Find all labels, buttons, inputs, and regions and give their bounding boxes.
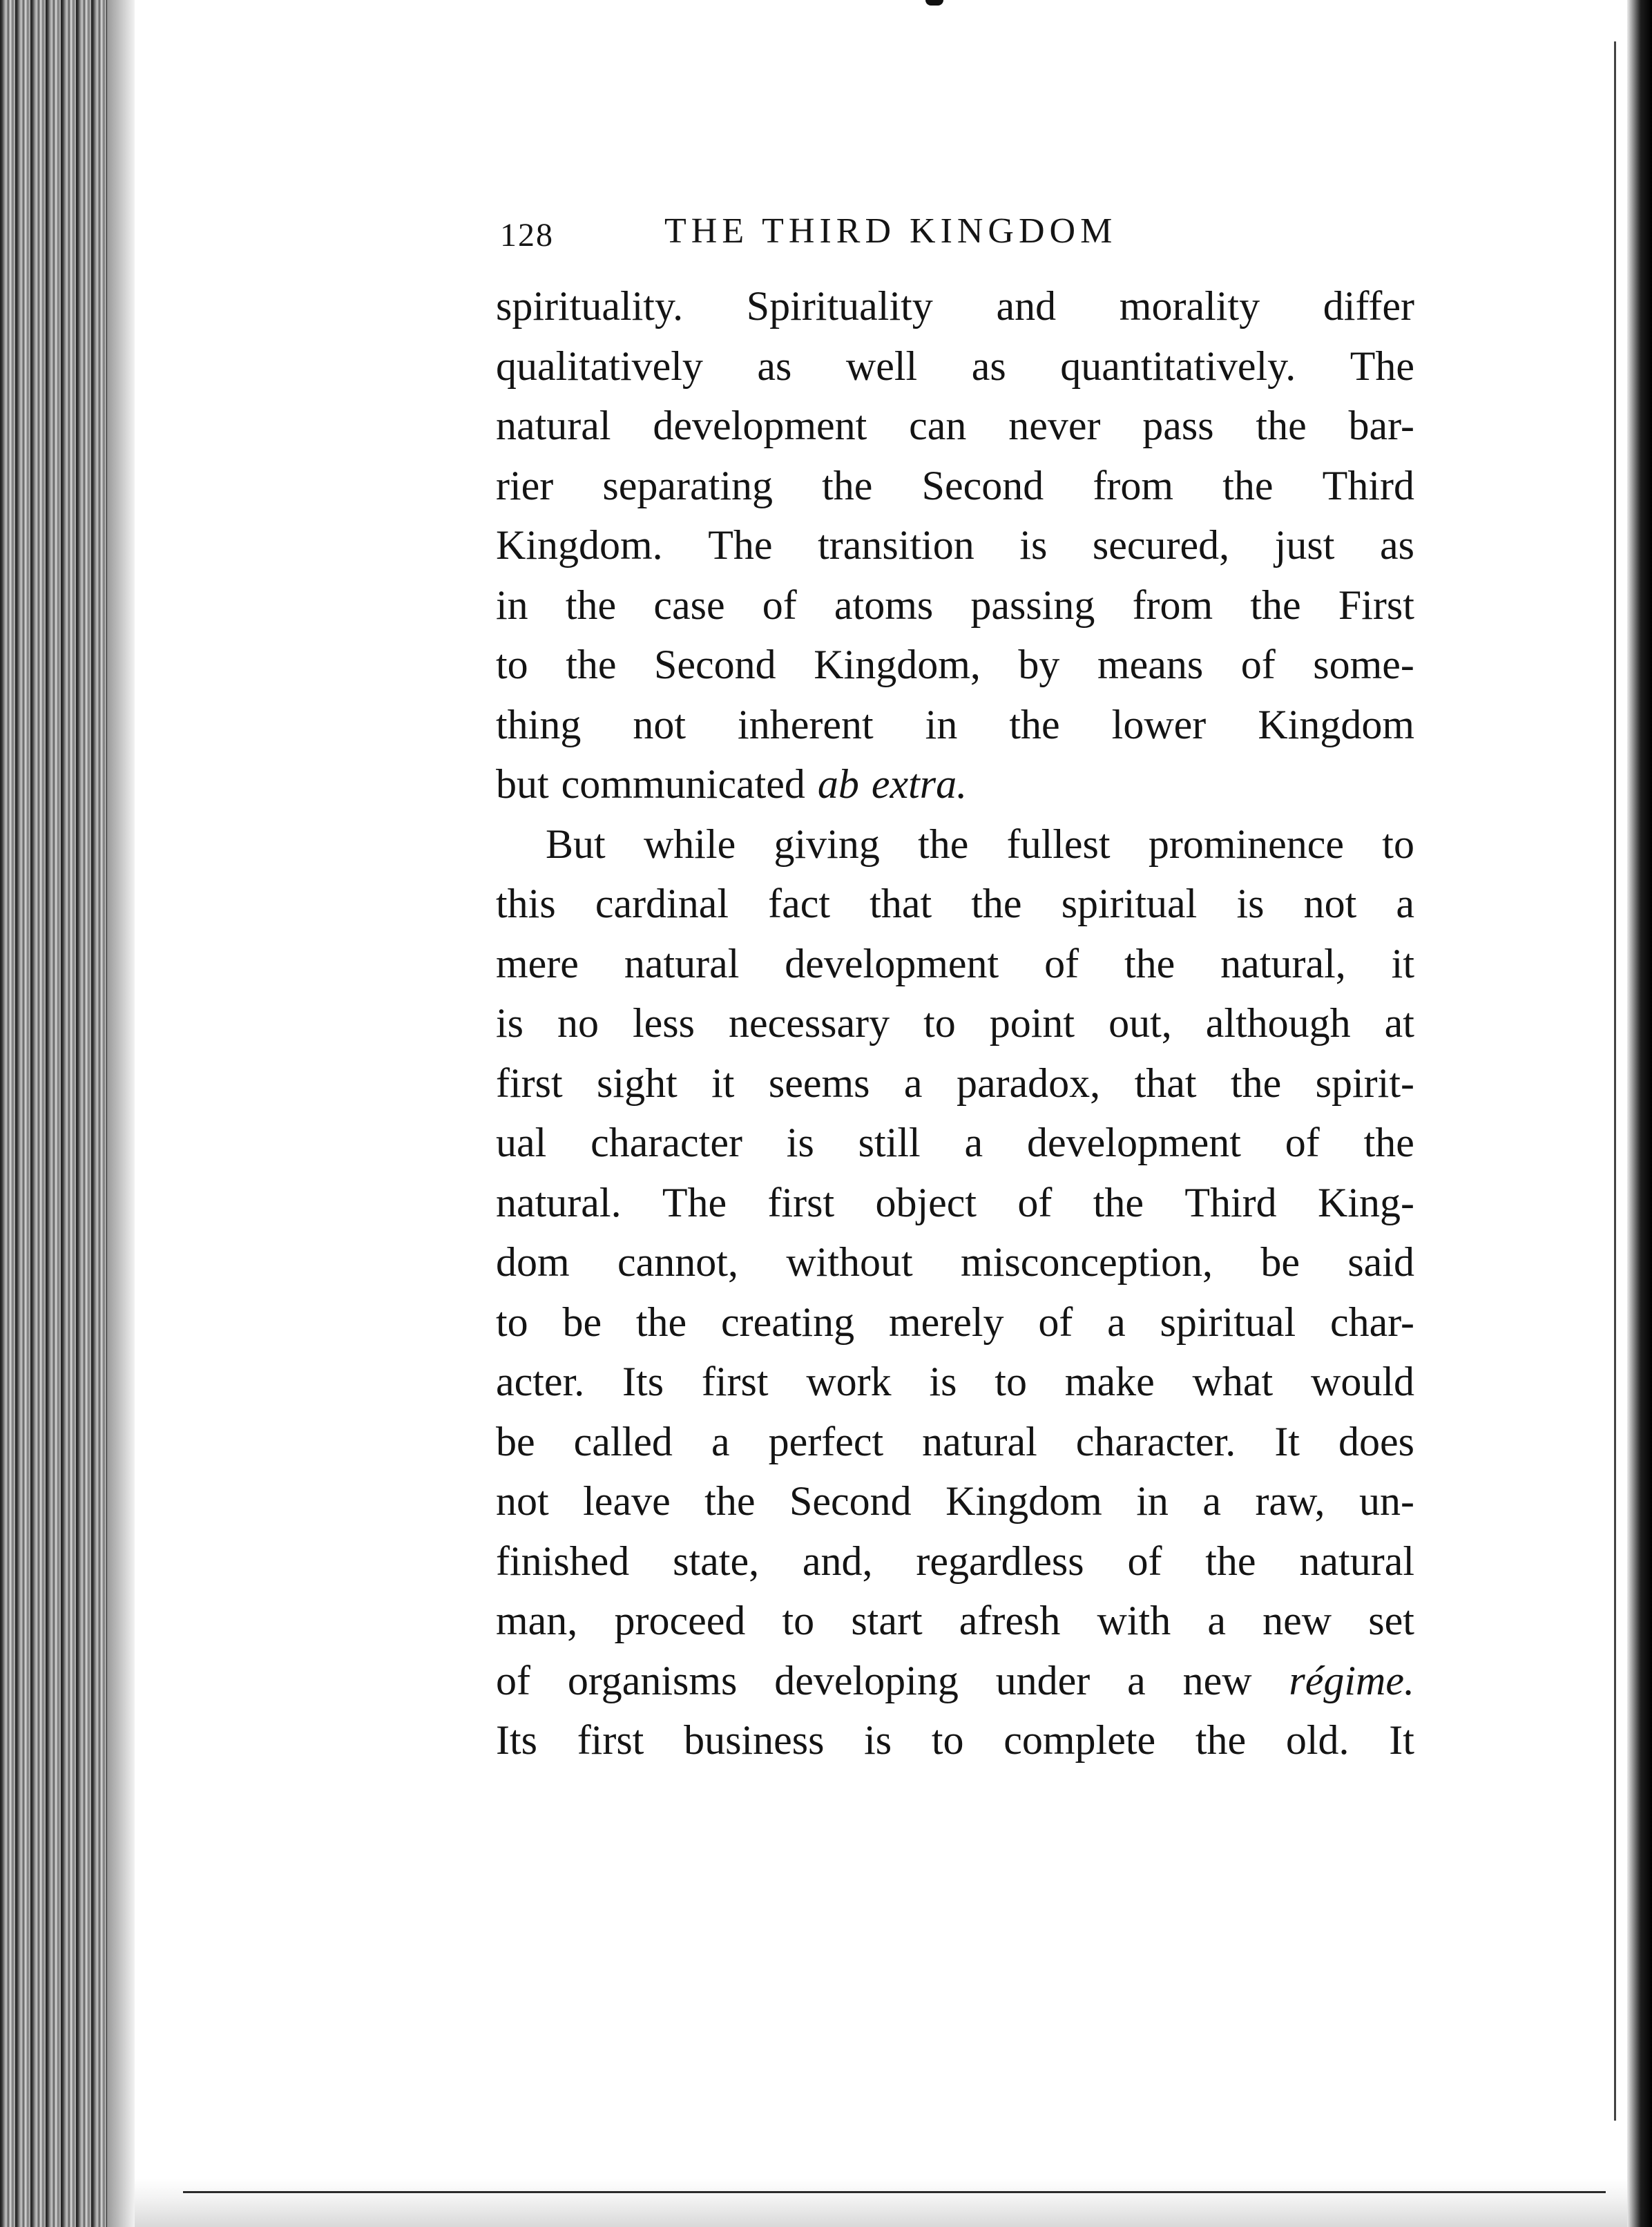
word: new [1182, 1657, 1252, 1703]
word: the [822, 462, 873, 508]
word: by [1018, 642, 1060, 687]
word: complete [1003, 1717, 1156, 1763]
word: regardless [916, 1538, 1084, 1584]
word: proceed [614, 1598, 746, 1643]
word: old. [1285, 1717, 1350, 1763]
word: natural [496, 403, 611, 448]
word: the [704, 1478, 756, 1524]
word: is [1019, 522, 1048, 568]
word: of [1127, 1538, 1162, 1584]
word: said [1347, 1239, 1414, 1285]
word: Third [1184, 1179, 1277, 1225]
word: extra. [871, 761, 968, 807]
word: the [971, 881, 1022, 926]
word: leave [583, 1478, 671, 1524]
running-head [496, 211, 1414, 276]
word: raw, [1255, 1478, 1325, 1524]
word: still [858, 1120, 921, 1165]
word: Its [622, 1359, 664, 1404]
word: the [1230, 1060, 1282, 1106]
text-line [496, 456, 1414, 516]
word: at [1384, 1000, 1414, 1046]
word: state, [673, 1538, 760, 1584]
word: not [633, 701, 686, 747]
word: character [590, 1120, 742, 1165]
word: King- [1317, 1179, 1414, 1225]
word: natural. [496, 1179, 622, 1225]
text-line [496, 1292, 1414, 1353]
word: that [1134, 1060, 1197, 1106]
book-page-edge-bottom [135, 2179, 1652, 2227]
word: first [577, 1717, 644, 1763]
word: the [1195, 1717, 1247, 1763]
text-line [496, 993, 1414, 1053]
word: quantitatively. [1060, 343, 1296, 389]
word: fullest [1006, 821, 1111, 867]
paragraph [496, 814, 1414, 1770]
word: and [996, 283, 1057, 329]
text-block [496, 276, 1414, 1770]
word: be [496, 1418, 535, 1464]
word: rier [496, 462, 554, 508]
word: afresh [959, 1598, 1061, 1643]
word: out, [1108, 1000, 1172, 1046]
running-title: THE THIRD KINGDOM [664, 211, 1117, 251]
word: without [786, 1239, 913, 1285]
word: a [1207, 1598, 1226, 1643]
word: not [496, 1478, 549, 1524]
word: sight [597, 1060, 678, 1106]
word: to [931, 1717, 964, 1763]
text-line [496, 934, 1414, 994]
word: First [1338, 582, 1414, 628]
word: secured, [1092, 522, 1230, 568]
word: natural [1299, 1538, 1414, 1584]
paragraph [496, 276, 1414, 814]
word: dom [496, 1239, 570, 1285]
word: man, [496, 1598, 578, 1643]
word: the [1009, 701, 1060, 747]
text-line [496, 1591, 1414, 1651]
word: set [1368, 1598, 1414, 1643]
word: is [496, 1000, 524, 1046]
word: from [1093, 462, 1174, 508]
page-number: 128 [500, 217, 554, 254]
word: thing [496, 701, 582, 747]
word: Kingdom [1258, 701, 1414, 747]
word: ual [496, 1120, 547, 1165]
word: what [1192, 1359, 1274, 1404]
word: atoms [834, 582, 934, 628]
word: Spirituality [746, 283, 933, 329]
word: inherent [738, 701, 874, 747]
word: of [1240, 642, 1276, 687]
word: of [1285, 1120, 1320, 1165]
word: never [1008, 403, 1101, 448]
word: and, [802, 1538, 873, 1584]
word: the [1205, 1538, 1256, 1584]
word: it [1391, 940, 1414, 986]
book-page-edges-left [0, 0, 135, 2227]
word: the [1222, 462, 1274, 508]
word: can [909, 403, 967, 448]
word: Kingdom, [814, 642, 981, 687]
word: But [546, 821, 606, 867]
scan-mark [925, 0, 943, 6]
word: creating [720, 1299, 855, 1345]
word: spiritual [1061, 881, 1198, 926]
word: of [496, 1657, 530, 1703]
word: with [1097, 1598, 1171, 1643]
word: of [1038, 1299, 1073, 1345]
word: to [496, 642, 528, 687]
word: the [1250, 582, 1301, 628]
word: a [711, 1418, 730, 1464]
word: well [845, 343, 918, 389]
word: it [711, 1060, 735, 1106]
text-line [496, 635, 1414, 695]
word: but [496, 761, 549, 807]
word: bar- [1348, 403, 1414, 448]
word: of [1017, 1179, 1053, 1225]
word: mere [496, 940, 579, 986]
word: seems [768, 1060, 870, 1106]
word: The [1350, 343, 1414, 389]
word: cardinal [595, 881, 729, 926]
word: spirit- [1315, 1060, 1414, 1106]
word: while [643, 821, 736, 867]
word: spiritual [1160, 1299, 1296, 1345]
word: point [989, 1000, 1075, 1046]
word: the [1363, 1120, 1414, 1165]
word: transition [818, 522, 974, 568]
word: to [782, 1598, 815, 1643]
word: a [964, 1120, 983, 1165]
text-line [496, 1352, 1414, 1412]
word: the [918, 821, 969, 867]
word: It [1274, 1418, 1300, 1464]
word: business [684, 1717, 825, 1763]
word: of [762, 582, 797, 628]
word: does [1338, 1418, 1414, 1464]
word: finished [496, 1538, 630, 1584]
word: The [662, 1179, 727, 1225]
word: developing [774, 1657, 959, 1703]
word: work [806, 1359, 892, 1404]
word: a [1202, 1478, 1221, 1524]
page-body [496, 211, 1414, 1770]
word: morality [1119, 283, 1260, 329]
text-line [496, 695, 1414, 755]
word: lower [1111, 701, 1207, 747]
word: prominence [1148, 821, 1345, 867]
word: a [903, 1060, 923, 1106]
word: the [1124, 940, 1175, 986]
text-line [496, 1531, 1414, 1592]
word: first [496, 1060, 563, 1106]
word: organisms [567, 1657, 738, 1703]
word: paradox, [956, 1060, 1101, 1106]
text-line [496, 754, 1414, 814]
text-line [496, 575, 1414, 635]
text-line [496, 1710, 1414, 1770]
word: in [925, 701, 958, 747]
text-line [496, 814, 1414, 874]
word: Second [921, 462, 1044, 508]
word: that [870, 881, 932, 926]
word: to [923, 1000, 956, 1046]
word: as [1379, 522, 1414, 568]
word: perfect [768, 1418, 884, 1464]
word: in [1136, 1478, 1169, 1524]
word: natural, [1220, 940, 1346, 986]
word: not [1303, 881, 1357, 926]
word: to [496, 1299, 528, 1345]
text-line [496, 1173, 1414, 1233]
word: separating [602, 462, 773, 508]
page-fold-line [1614, 41, 1616, 2121]
word: The [708, 522, 773, 568]
text-line [496, 1232, 1414, 1292]
word: make [1064, 1359, 1155, 1404]
word: Kingdom. [496, 522, 663, 568]
word: to [995, 1359, 1027, 1404]
word: fact [768, 881, 831, 926]
word: as [971, 343, 1006, 389]
word: no [557, 1000, 599, 1046]
word: development [653, 403, 867, 448]
word: Its [496, 1717, 537, 1763]
word: misconception, [961, 1239, 1213, 1285]
word: new [1262, 1598, 1332, 1643]
word: natural [922, 1418, 1037, 1464]
word: natural [624, 940, 740, 986]
word: this [496, 881, 556, 926]
word: first [767, 1179, 835, 1225]
word: be [1260, 1239, 1300, 1285]
word: spirituality. [496, 283, 684, 329]
text-line [496, 515, 1414, 575]
word: a [1396, 881, 1414, 926]
text-line [496, 1412, 1414, 1472]
word: cannot, [617, 1239, 738, 1285]
word: qualitatively [496, 343, 703, 389]
word: is [929, 1359, 957, 1404]
word: is [786, 1120, 814, 1165]
word: start [851, 1598, 923, 1643]
word: means [1097, 642, 1204, 687]
word: is [1236, 881, 1265, 926]
word: merely [888, 1299, 1004, 1345]
word: char- [1329, 1299, 1414, 1345]
word: ab [817, 761, 859, 807]
word: pass [1142, 403, 1214, 448]
text-line [496, 1471, 1414, 1531]
word: some- [1313, 642, 1414, 687]
word: It [1389, 1717, 1414, 1763]
word: the [566, 642, 617, 687]
text-line [496, 1113, 1414, 1173]
word: case [653, 582, 725, 628]
word: in [496, 582, 528, 628]
word: the [565, 582, 617, 628]
word: less [632, 1000, 695, 1046]
text-line [496, 336, 1414, 396]
word: be [562, 1299, 602, 1345]
word: régime. [1289, 1657, 1414, 1703]
word: object [875, 1179, 977, 1225]
word: Second [789, 1478, 912, 1524]
book-binding-edge-right [1627, 0, 1652, 2227]
word: differ [1323, 283, 1414, 329]
word: necessary [728, 1000, 890, 1046]
word: the [1256, 403, 1307, 448]
word: to [1382, 821, 1414, 867]
word: Second [654, 642, 776, 687]
word: called [573, 1418, 673, 1464]
word: Third [1322, 462, 1414, 508]
word: un- [1358, 1478, 1414, 1524]
word: communicated [561, 761, 805, 807]
word: the [1093, 1179, 1144, 1225]
text-line [496, 396, 1414, 456]
word: would [1310, 1359, 1414, 1404]
word: under [995, 1657, 1091, 1703]
word: the [635, 1299, 687, 1345]
word: is [864, 1717, 892, 1763]
text-line [496, 874, 1414, 934]
word: as [757, 343, 792, 389]
word: Kingdom [945, 1478, 1102, 1524]
word: a [1127, 1657, 1146, 1703]
word: acter. [496, 1359, 585, 1404]
word: character. [1075, 1418, 1236, 1464]
word: from [1132, 582, 1213, 628]
word: development [785, 940, 999, 986]
text-line [496, 276, 1414, 336]
text-line [496, 1651, 1414, 1711]
word: passing [970, 582, 1095, 628]
word: a [1107, 1299, 1126, 1345]
word: first [701, 1359, 769, 1404]
text-line [496, 1053, 1414, 1114]
word: development [1027, 1120, 1241, 1165]
word: although [1205, 1000, 1351, 1046]
word: just [1274, 522, 1335, 568]
word: giving [774, 821, 880, 867]
word: of [1044, 940, 1079, 986]
